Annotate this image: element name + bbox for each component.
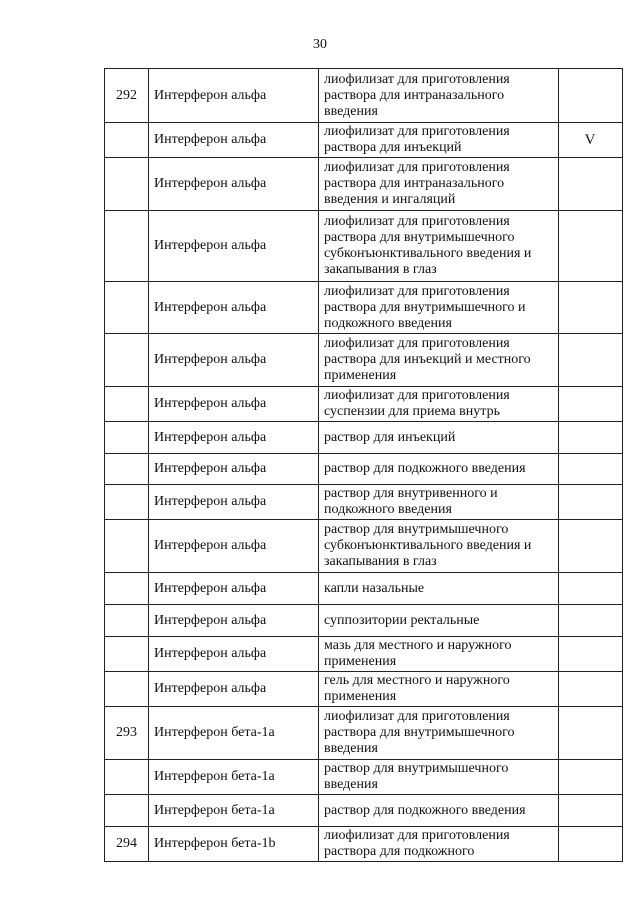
dosage-form: суппозитории ректальные	[319, 605, 559, 637]
row-number	[105, 422, 149, 454]
drug-name: Интерферон альфа	[149, 211, 319, 282]
vital-mark	[559, 605, 623, 637]
table-row	[105, 158, 623, 211]
vital-mark	[559, 760, 623, 795]
row-number: 292	[105, 69, 149, 123]
vital-mark	[559, 637, 623, 672]
drug-name: Интерферон альфа	[149, 69, 319, 123]
drug-name: Интерферон альфа	[149, 520, 319, 573]
row-number	[105, 282, 149, 334]
drug-name: Интерферон бета-1а	[149, 707, 319, 760]
dosage-form: раствор для внутримышечного введения	[319, 760, 559, 795]
vital-mark	[559, 454, 623, 485]
table-row	[105, 334, 623, 387]
table-row	[105, 573, 623, 605]
dosage-form: гель для местного и наружного применения	[319, 672, 559, 707]
vital-mark	[559, 827, 623, 862]
row-number	[105, 605, 149, 637]
page-number: 30	[313, 37, 327, 52]
table-row	[105, 69, 623, 123]
drug-name: Интерферон бета-1b	[149, 827, 319, 862]
drug-name: Интерферон альфа	[149, 282, 319, 334]
drug-table	[104, 68, 623, 862]
row-number	[105, 520, 149, 573]
table-row	[105, 707, 623, 760]
drug-name: Интерферон альфа	[149, 123, 319, 158]
vital-mark	[559, 520, 623, 573]
row-number	[105, 637, 149, 672]
vital-mark	[559, 485, 623, 520]
row-number	[105, 795, 149, 827]
vital-mark	[559, 795, 623, 827]
drug-name: Интерферон альфа	[149, 422, 319, 454]
drug-name: Интерферон альфа	[149, 387, 319, 422]
row-number	[105, 760, 149, 795]
row-number	[105, 573, 149, 605]
dosage-form: лиофилизат для приготовления раствора для интраназального введения	[319, 69, 559, 123]
dosage-form: раствор для подкожного введения	[319, 454, 559, 485]
dosage-form: капли назальные	[319, 573, 559, 605]
table-row	[105, 454, 623, 485]
row-number: 293	[105, 707, 149, 760]
row-number	[105, 485, 149, 520]
table-row	[105, 605, 623, 637]
table-row	[105, 520, 623, 573]
drug-name: Интерферон альфа	[149, 454, 319, 485]
vital-mark	[559, 387, 623, 422]
row-number	[105, 454, 149, 485]
row-number	[105, 158, 149, 211]
table-row	[105, 422, 623, 454]
row-number	[105, 334, 149, 387]
table-row	[105, 123, 623, 158]
table-row	[105, 211, 623, 282]
vital-mark: V	[559, 123, 623, 158]
vital-mark	[559, 158, 623, 211]
drug-name: Интерферон альфа	[149, 573, 319, 605]
dosage-form: раствор для внутримышечного субконъюнктивального введения и закапывания в глаз	[319, 520, 559, 573]
table-row	[105, 827, 623, 862]
drug-name: Интерферон бета-1а	[149, 760, 319, 795]
drug-name: Интерферон альфа	[149, 637, 319, 672]
table-row	[105, 637, 623, 672]
table-row	[105, 795, 623, 827]
dosage-form: лиофилизат для приготовления раствора для инъекций и местного применения	[319, 334, 559, 387]
table-row	[105, 485, 623, 520]
dosage-form: раствор для подкожного введения	[319, 795, 559, 827]
vital-mark	[559, 672, 623, 707]
drug-name: Интерферон альфа	[149, 334, 319, 387]
vital-mark	[559, 282, 623, 334]
dosage-form: мазь для местного и наружного применения	[319, 637, 559, 672]
table-row	[105, 760, 623, 795]
drug-name: Интерферон альфа	[149, 605, 319, 637]
vital-mark	[559, 573, 623, 605]
drug-name: Интерферон альфа	[149, 485, 319, 520]
dosage-form: лиофилизат для приготовления раствора для внутримышечного и подкожного введения	[319, 282, 559, 334]
vital-mark	[559, 69, 623, 123]
dosage-form: лиофилизат для приготовления раствора для внутримышечного введения	[319, 707, 559, 760]
dosage-form: лиофилизат для приготовления раствора для внутримышечного субконъюнктивального введения и закапывания в глаз	[319, 211, 559, 282]
dosage-form: раствор для внутривенного и подкожного введения	[319, 485, 559, 520]
drug-name: Интерферон альфа	[149, 158, 319, 211]
dosage-form: раствор для инъекций	[319, 422, 559, 454]
table-row	[105, 672, 623, 707]
dosage-form: лиофилизат для приготовления раствора для интраназального введения и ингаляций	[319, 158, 559, 211]
vital-mark	[559, 334, 623, 387]
drug-name: Интерферон альфа	[149, 672, 319, 707]
vital-mark	[559, 211, 623, 282]
dosage-form: лиофилизат для приготовления суспензии для приема внутрь	[319, 387, 559, 422]
vital-mark	[559, 707, 623, 760]
table-row	[105, 387, 623, 422]
dosage-form: лиофилизат для приготовления раствора для подкожного	[319, 827, 559, 862]
row-number	[105, 672, 149, 707]
row-number	[105, 123, 149, 158]
row-number	[105, 387, 149, 422]
vital-mark	[559, 422, 623, 454]
drug-name: Интерферон бета-1а	[149, 795, 319, 827]
row-number: 294	[105, 827, 149, 862]
row-number	[105, 211, 149, 282]
dosage-form: лиофилизат для приготовления раствора для инъекций	[319, 123, 559, 158]
table-row	[105, 282, 623, 334]
